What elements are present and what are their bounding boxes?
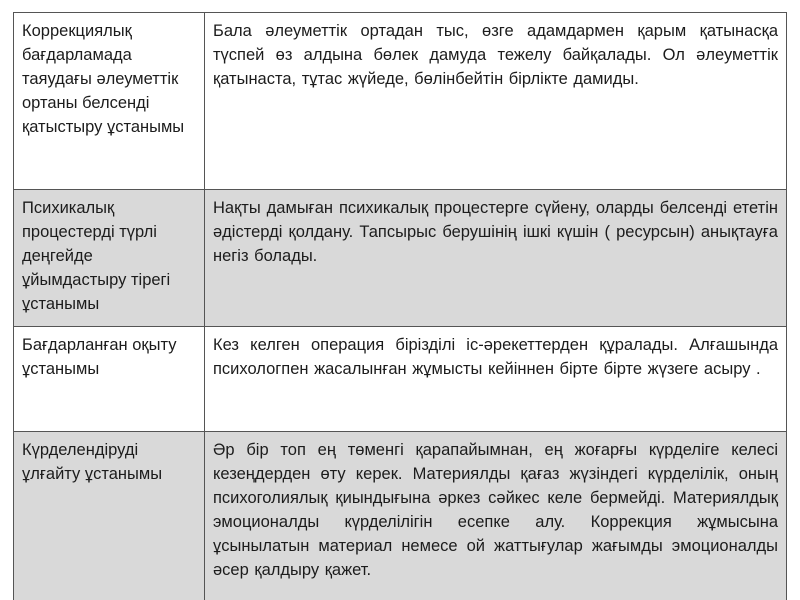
table-row bbox=[14, 190, 787, 327]
principle-description-cell: Әр бір топ ең төменгі қарапайымнан, ең жоғарғы күрделіге келесі кезеңдерден өту керек. Материялды қағаз жүзіндегі күрделілік, оның психоголиялық қиындығына әркез сәйкес келе бермейді. Материялдық эмоционалды күрделілігін есепке алу. Коррекция жұмысына ұсынылатын материал немесе ой жаттығулар жағымды эмоционалды әсер қалдыру қажет. bbox=[205, 432, 787, 600]
table-row bbox=[14, 13, 787, 190]
principle-description-cell: Кез келген операция бірізділі іс-әрекеттерден құралады. Алғашында психологпен жасалынған жұмысты кейіннен бірте бірте жүзеге асыру . bbox=[205, 327, 787, 432]
principle-name-cell: Күрделендіруді ұлғайту ұстанымы bbox=[14, 432, 205, 600]
table-row bbox=[14, 432, 787, 600]
principle-name-cell: Психикалық процестерді түрлі деңгейде ұйымдастыру тірегі ұстанымы bbox=[14, 190, 205, 327]
principle-description-cell: Нақты дамыған психикалық процестерге сүйену, оларды белсенді ететін әдістерді қолдану. Тапсырыс берушінің ішкі күшін ( ресурсын) анықтауға негіз болады. bbox=[205, 190, 787, 327]
principle-description-cell: Бала әлеуметтік ортадан тыс, өзге адамдармен қарым қатынасқа түспей өз алдына бөлек дамуда тежелу байқалады. Ол әлеуметтік қатынаста, тұтас жүйеде, бөлінбейтін бірлікте дамиды. bbox=[205, 13, 787, 190]
principle-name-cell: Бағдарланған оқыту ұстанымы bbox=[14, 327, 205, 432]
principle-name-cell: Коррекциялық бағдарламада таяудағы әлеуметтік ортаны белсенді қатыстыру ұстанымы bbox=[14, 13, 205, 190]
table-row bbox=[14, 327, 787, 432]
principles-table bbox=[13, 12, 787, 600]
